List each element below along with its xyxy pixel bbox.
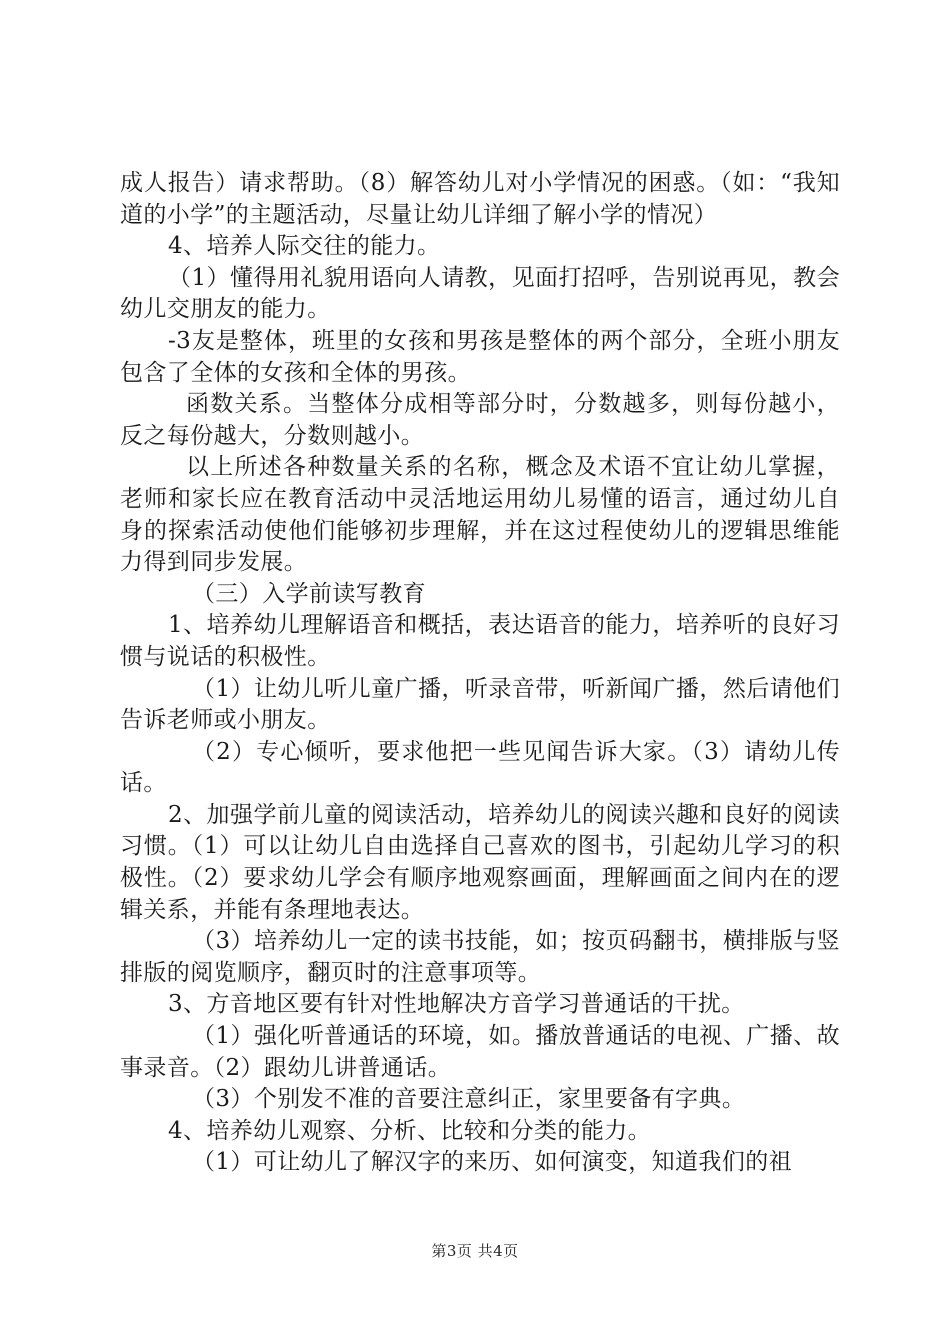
paragraph-12: （3）培养幼儿一定的读书技能，如；按页码翻书，横排版与竖排版的阅览顺序，翻页时的注意事项等。	[120, 928, 840, 986]
paragraph-8: 1、培养幼儿理解语音和概括，表达语音的能力，培养听的良好习惯与说话的积极性。	[120, 612, 840, 670]
paragraph-4: -3友是整体，班里的女孩和男孩是整体的两个部分，全班小朋友包含了全体的女孩和全体的男孩。	[120, 327, 840, 386]
paragraph-17: （1）可让幼儿了解汉字的来历、如何演变，知道我们的祖	[192, 1149, 793, 1176]
page-footer: 第3页 共4页	[431, 1242, 519, 1260]
paragraph-10: （2）专心倾听，要求他把一些见闻告诉大家。（3）请幼儿传话。	[120, 738, 840, 797]
paragraph-16: 4、培养幼儿观察、分析、比较和分类的能力。	[168, 1117, 652, 1144]
paragraph-9: （1）让幼儿听儿童广播，听录音带，听新闻广播，然后请他们告诉老师或小朋友。	[120, 675, 840, 734]
paragraph-5: 函数关系。当整体分成相等部分时，分数越多，则每份越小，反之每份越大，分数则越小。	[120, 391, 840, 449]
paragraph-13: 3、方音地区要有针对性地解决方音学习普通话的干扰。	[168, 991, 745, 1018]
paragraph-15: （3）个别发不准的音要注意纠正，家里要备有字典。	[192, 1086, 746, 1113]
paragraph-14: （1）强化听普通话的环境，如。播放普通话的电视、广播、故事录音。（2）跟幼儿讲普通话。	[120, 1023, 840, 1081]
paragraph-3: （1）懂得用礼貌用语向人请教，见面打招呼，告别说再见，教会幼儿交朋友的能力。	[120, 264, 840, 323]
paragraph-11: 2、加强学前儿童的阅读活动，培养幼儿的阅读兴趣和良好的阅读习惯。（1）可以让幼儿自由选择自己喜欢的图书，引起幼儿学习的积极性。（2）要求幼儿学会有顺序地观察画面，理解画面之间内在的逻辑关系，并能有条理地表达。	[120, 801, 840, 923]
paragraph-6: 以上所述各种数量关系的名称，概念及术语不宜让幼儿掌握，老师和家长应在教育活动中灵活地运用幼儿易懂的语言，通过幼儿自身的探索活动使他们能够初步理解，并在这过程使幼儿的逻辑思维能力得到同步发展。	[120, 454, 840, 576]
paragraph-1: 成人报告）请求帮助。（8）解答幼儿对小学情况的困惑。（如：“我知道的小学”的主题活动，尽量让幼儿详细了解小学的情况）	[120, 170, 840, 228]
paragraph-7: （三）入学前读写教育	[192, 580, 426, 607]
document-body	[120, 168, 840, 1179]
paragraph-2: 4、培养人际交往的能力。	[168, 233, 441, 260]
